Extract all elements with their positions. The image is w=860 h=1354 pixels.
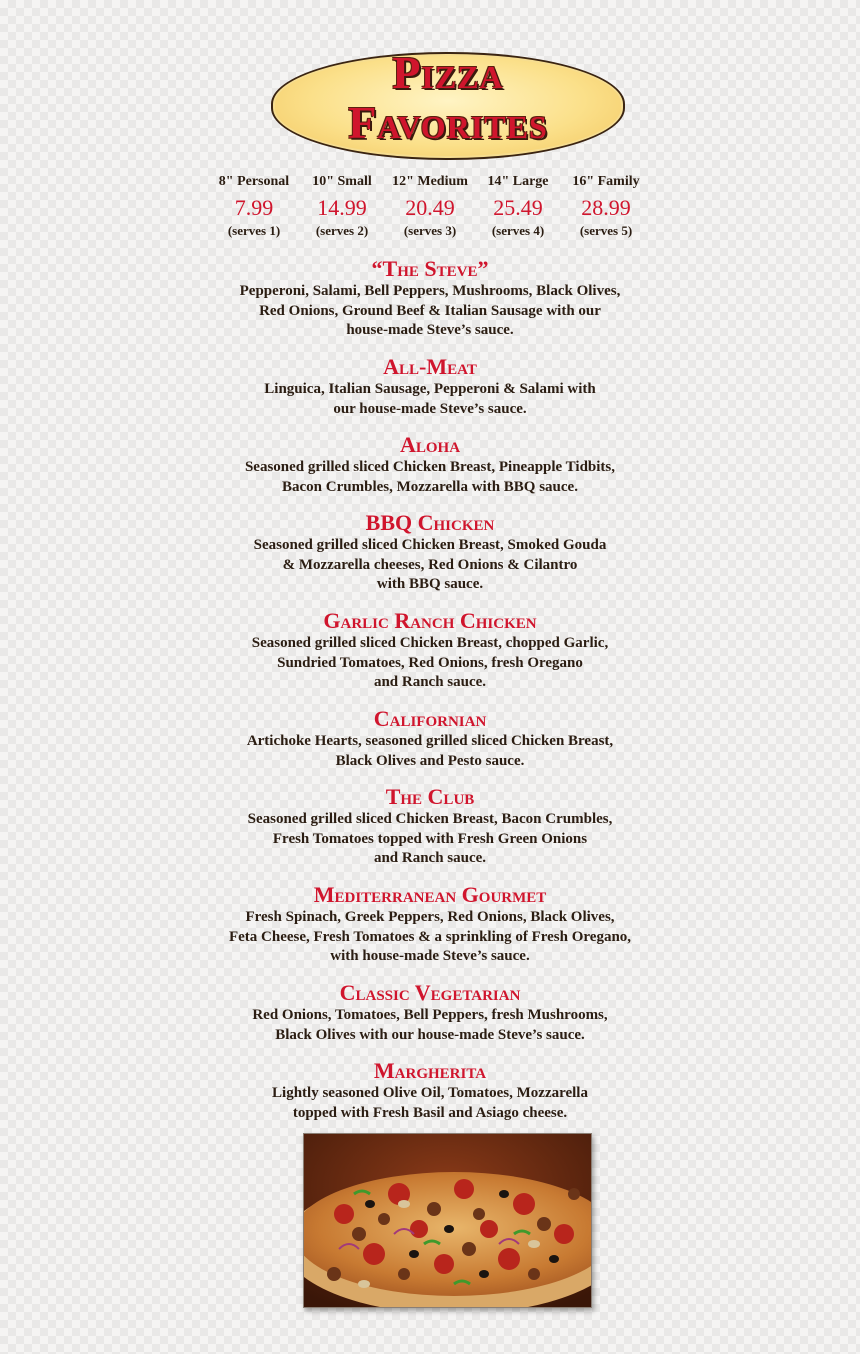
pizza-description: Pepperoni, Salami, Bell Peppers, Mushrooms, Black Olives, Red Onions, Ground Beef & Italian Sausage with our house-made Steve’s sauce. [239,283,621,339]
size-label: 16" Family [572,174,640,189]
pizza-item-aloha [0,432,860,497]
size-price: 20.49 [405,195,455,220]
size-price: 28.99 [581,195,631,220]
size-price-table [0,172,860,242]
size-column-medium [380,172,480,240]
size-serves: (serves 1) [227,223,281,238]
pizza-name: BBQ Chicken [365,510,495,535]
pizza-item-bbq-chicken [0,510,860,595]
size-column-family [556,172,656,240]
pizza-name: Margherita [373,1058,487,1083]
size-label: 12" Medium [392,174,468,189]
pizza-description: Red Onions, Tomatoes, Bell Peppers, fresh Mushrooms, Black Olives with our house-made Steve’s sauce. [252,1007,608,1043]
pizza-name: Californian [373,706,487,731]
pizza-item-the-steve [0,256,860,341]
pizza-item-margherita [0,1058,860,1123]
pizza-name: Mediterranean Gourmet [313,882,547,907]
pizza-description: Seasoned grilled sliced Chicken Breast, chopped Garlic, Sundried Tomatoes, Red Onions, fresh Oregano and Ranch sauce. [251,635,609,691]
pizza-description: Lightly seasoned Olive Oil, Tomatoes, Mozzarella topped with Fresh Basil and Asiago cheese. [272,1085,588,1121]
size-price: 14.99 [317,195,367,220]
size-serves: (serves 4) [491,223,545,238]
pizza-item-garlic-ranch-chicken [0,608,860,693]
size-column-small [292,172,392,240]
pizza-name: Classic Vegetarian [339,980,521,1005]
pizza-photo [303,1133,592,1308]
pizza-item-the-club [0,784,860,869]
size-price: 25.49 [493,195,543,220]
pizza-description: Seasoned grilled sliced Chicken Breast, Bacon Crumbles, Fresh Tomatoes topped with Fresh Green Onions and Ranch sauce. [247,811,613,867]
pizza-description: Seasoned grilled sliced Chicken Breast, Smoked Gouda & Mozzarella cheeses, Red Onions & Cilantro with BBQ sauce. [253,537,607,593]
size-serves: (serves 5) [579,223,633,238]
pizza-name: The Club [385,784,475,809]
size-serves: (serves 3) [403,223,457,238]
pizza-description: Linguica, Italian Sausage, Pepperoni & Salami with our house-made Steve’s sauce. [264,381,596,417]
pizza-item-all-meat [0,354,860,419]
size-column-large [468,172,568,240]
pizza-name: Garlic Ranch Chicken [323,608,537,633]
menu-title-line1: Pizza [392,47,504,98]
pizza-item-mediterranean-gourmet [0,882,860,967]
pizza-description: Seasoned grilled sliced Chicken Breast, Pineapple Tidbits, Bacon Crumbles, Mozzarella with BBQ sauce. [244,459,616,495]
pizza-item-californian [0,706,860,771]
size-price: 7.99 [234,195,274,220]
size-label: 10" Small [312,174,372,189]
size-serves: (serves 2) [315,223,369,238]
menu-title-line2: Favorites [348,97,548,148]
pizza-name: “The Steve” [371,256,489,281]
pizza-name: All-Meat [383,354,477,379]
size-label: 14" Large [487,174,549,189]
pizza-description: Fresh Spinach, Greek Peppers, Red Onions, Black Olives, Feta Cheese, Fresh Tomatoes & a sprinkling of Fresh Oregano, with house-made Steve’s sauce. [228,909,632,965]
size-label: 8" Personal [218,174,290,189]
size-column-personal [204,172,304,240]
pizza-photo-image [304,1134,591,1307]
pizza-item-classic-vegetarian [0,980,860,1045]
pizza-name: Aloha [399,432,461,457]
pizza-description: Artichoke Hearts, seasoned grilled sliced Chicken Breast, Black Olives and Pesto sauce. [246,733,614,769]
